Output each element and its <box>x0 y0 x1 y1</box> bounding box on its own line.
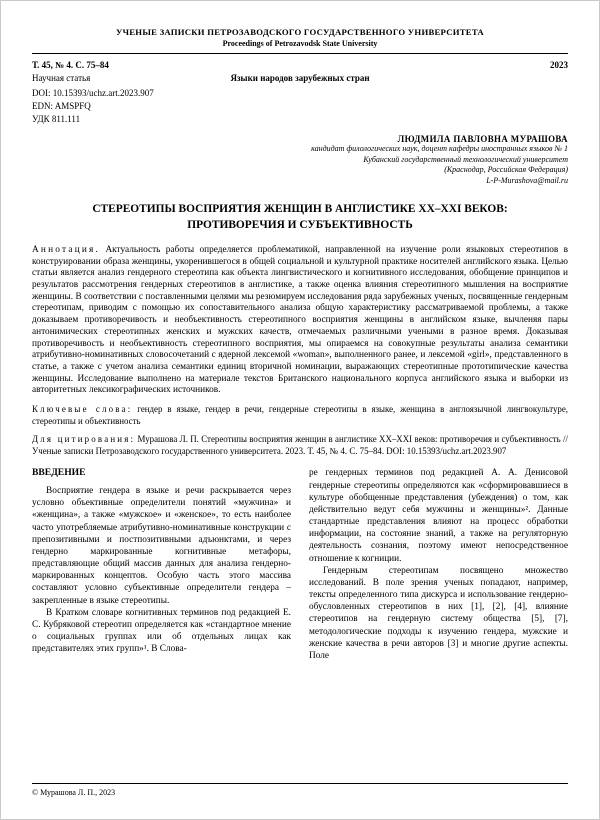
body-column-right <box>309 467 568 662</box>
volume-pages: Т. 45, № 4. С. 75–84 <box>32 60 109 70</box>
article-title: СТЕРЕОТИПЫ ВОСПРИЯТИЯ ЖЕНЩИН В АНГЛИСТИКЕ XX–XXI ВЕКОВ: ПРОТИВОРЕЧИЯ И СУБЪЕКТИВНОСТЬ <box>92 203 508 231</box>
journal-title-en: Proceedings of Petrozavodsk State University <box>222 39 378 48</box>
abstract-label: Аннотация. <box>32 244 101 255</box>
journal-header <box>32 27 568 54</box>
body-columns <box>32 467 568 662</box>
page-footer <box>32 783 568 797</box>
citation <box>32 434 568 457</box>
author-name: ЛЮДМИЛА ПАВЛОВНА МУРАШОВА <box>397 134 568 144</box>
journal-title-ru: УЧЕНЫЕ ЗАПИСКИ ПЕТРОЗАВОДСКОГО ГОСУДАРСТВЕННОГО УНИВЕРСИТЕТА <box>116 27 484 37</box>
author-email: L-P-Murashova@mail.ru <box>486 175 568 185</box>
author-position: кандидат филологических наук, доцент кафедры иностранных языков № 1 <box>311 144 568 153</box>
section-heading: ВВЕДЕНИЕ <box>32 467 86 479</box>
paragraph: Гендерным стереотипам посвящено множество исследований. В поле зрения ученых попадают, например, тексты определенного типа дискурса и использование гендерно-обусловленных стереотипов в них [1], [2], [4], влияние стереотипов на гендерную систему общества [5], [7], методологические подходы к изучению гендера, мужские и женские качества в речи авторов [3] и многие другие аспекты. Поле <box>309 565 568 661</box>
edn: EDN: AMSPFQ <box>32 101 91 111</box>
journal-section: Языки народов зарубежных стран <box>230 73 370 83</box>
doi: DOI: 10.15393/uchz.art.2023.907 <box>32 88 154 98</box>
article-type: Научная статья <box>32 73 91 83</box>
footer-divider <box>32 783 568 784</box>
author-location: (Краснодар, Российская Федерация) <box>444 165 568 175</box>
citation-label: Для цитирования: <box>32 434 136 445</box>
body-column-left <box>32 467 291 662</box>
paragraph: В Кратком словаре когнитивных терминов под редакцией Е. С. Кубряковой стереотип определяется как «стандартное мнение о социальных группах или об отдельных лицах как представителях этих групп»¹. В Слова- <box>32 607 291 655</box>
author-block <box>32 134 568 186</box>
publication-year: 2023 <box>550 60 568 70</box>
abstract-text: Актуальность работы определяется проблематикой, направленной на изучение роли языковых стереотипов в конструировании образа женщины, укоренившегося в общей социальной и культурной практике носителей английского языка. Целью статьи является анализ гендерного стереотипа как объекта лингвистического и когнитивного исследования, обобщение принципов и результатов рассмотрения гендерных стереотипов в англистике, а также оценка влияния стереотипного мышления на восприятие женщины. В соответствии с поставленными целями мы резюмируем исследования ряда зарубежных ученых, посвященные гендерным стереотипам, приводим с помощью их сопоставительного анализа общую характеристику рассматриваемой проблемы, а также доказываем противоречивость и необъективность стереотипного восприятия женщины в английском языке, вычленяя пары антонимических стереотипных женских и мужских качеств, отмечаемых различными учеными в разное время. Доказывая противоречивость и необъективность стереотипного восприятия, мы опираемся на совокупные результаты анализа семантики атрибутивно-номинативных словосочетаний с ядерной лексемой «woman», выполненного ранее, и лексемой «girl», представленного в статье, а также с учетом анализа семантики единиц вторичной номинации, выражающих стереотипные прототипические качества женщины. Исследование выполнено на материале текстов Британского национального корпуса английского языка и выборки из авторитетных лексикографических источников. <box>32 244 568 396</box>
keywords <box>32 404 568 427</box>
keywords-text: гендер в языке, гендер в речи, гендерные стереотипы в языке, женщина в англоязычной лингвокультуре, стереотипы и объективность <box>32 404 568 426</box>
paragraph: Восприятие гендера в языке и речи раскрывается через условно объективные определители понятий «мужчина» и «женщина», а также «мужское» и «женское», то есть наиболее часто употребляемые атрибутивно-номинативные конструкции с препозитивными и постпозитивными адъюнктами, и через гендерно маркированные когнитивные метафоры, представляющие общий массив данных для анализа гендерно-маркированных концептов. Особую часть этого массива составляют условно субъективные определители гендера – закрепленные в языке стереотипы. <box>32 485 291 606</box>
copyright: © Мурашова Л. П., 2023 <box>32 788 116 797</box>
article-meta <box>32 60 568 124</box>
header-divider <box>32 53 568 54</box>
keywords-label: Ключевые слова: <box>32 404 133 415</box>
udc: УДК 811.111 <box>32 114 81 124</box>
meta-row-type-section <box>32 73 568 85</box>
author-affiliation: Кубанский государственный технологический университет <box>363 154 568 164</box>
abstract <box>32 245 568 397</box>
citation-text: Мурашова Л. П. Стереотипы восприятия женщин в англистике XX–XXI веков: противоречия и субъективность // Ученые записки Петрозаводского государственного университета. 2023. Т. 45, № 4. С. 75–84. DOI: 10.15393/uchz.art.2023.907 <box>32 434 568 456</box>
paragraph: ре гендерных терминов под редакцией А. А. Денисовой гендерные стереотипы определяются как «сформировавшиеся в культуре обобщенные представления (убеждения) о том, как действительно ведут себя мужчины и женщины»². Данные стандартные представления влияют на процесс обработки информации, на состояние знаний, а также на регуляторную деятельность сознания, поэтому имеют непосредственное отношение к когниции. <box>309 468 568 564</box>
meta-row-volume-year <box>32 60 568 70</box>
